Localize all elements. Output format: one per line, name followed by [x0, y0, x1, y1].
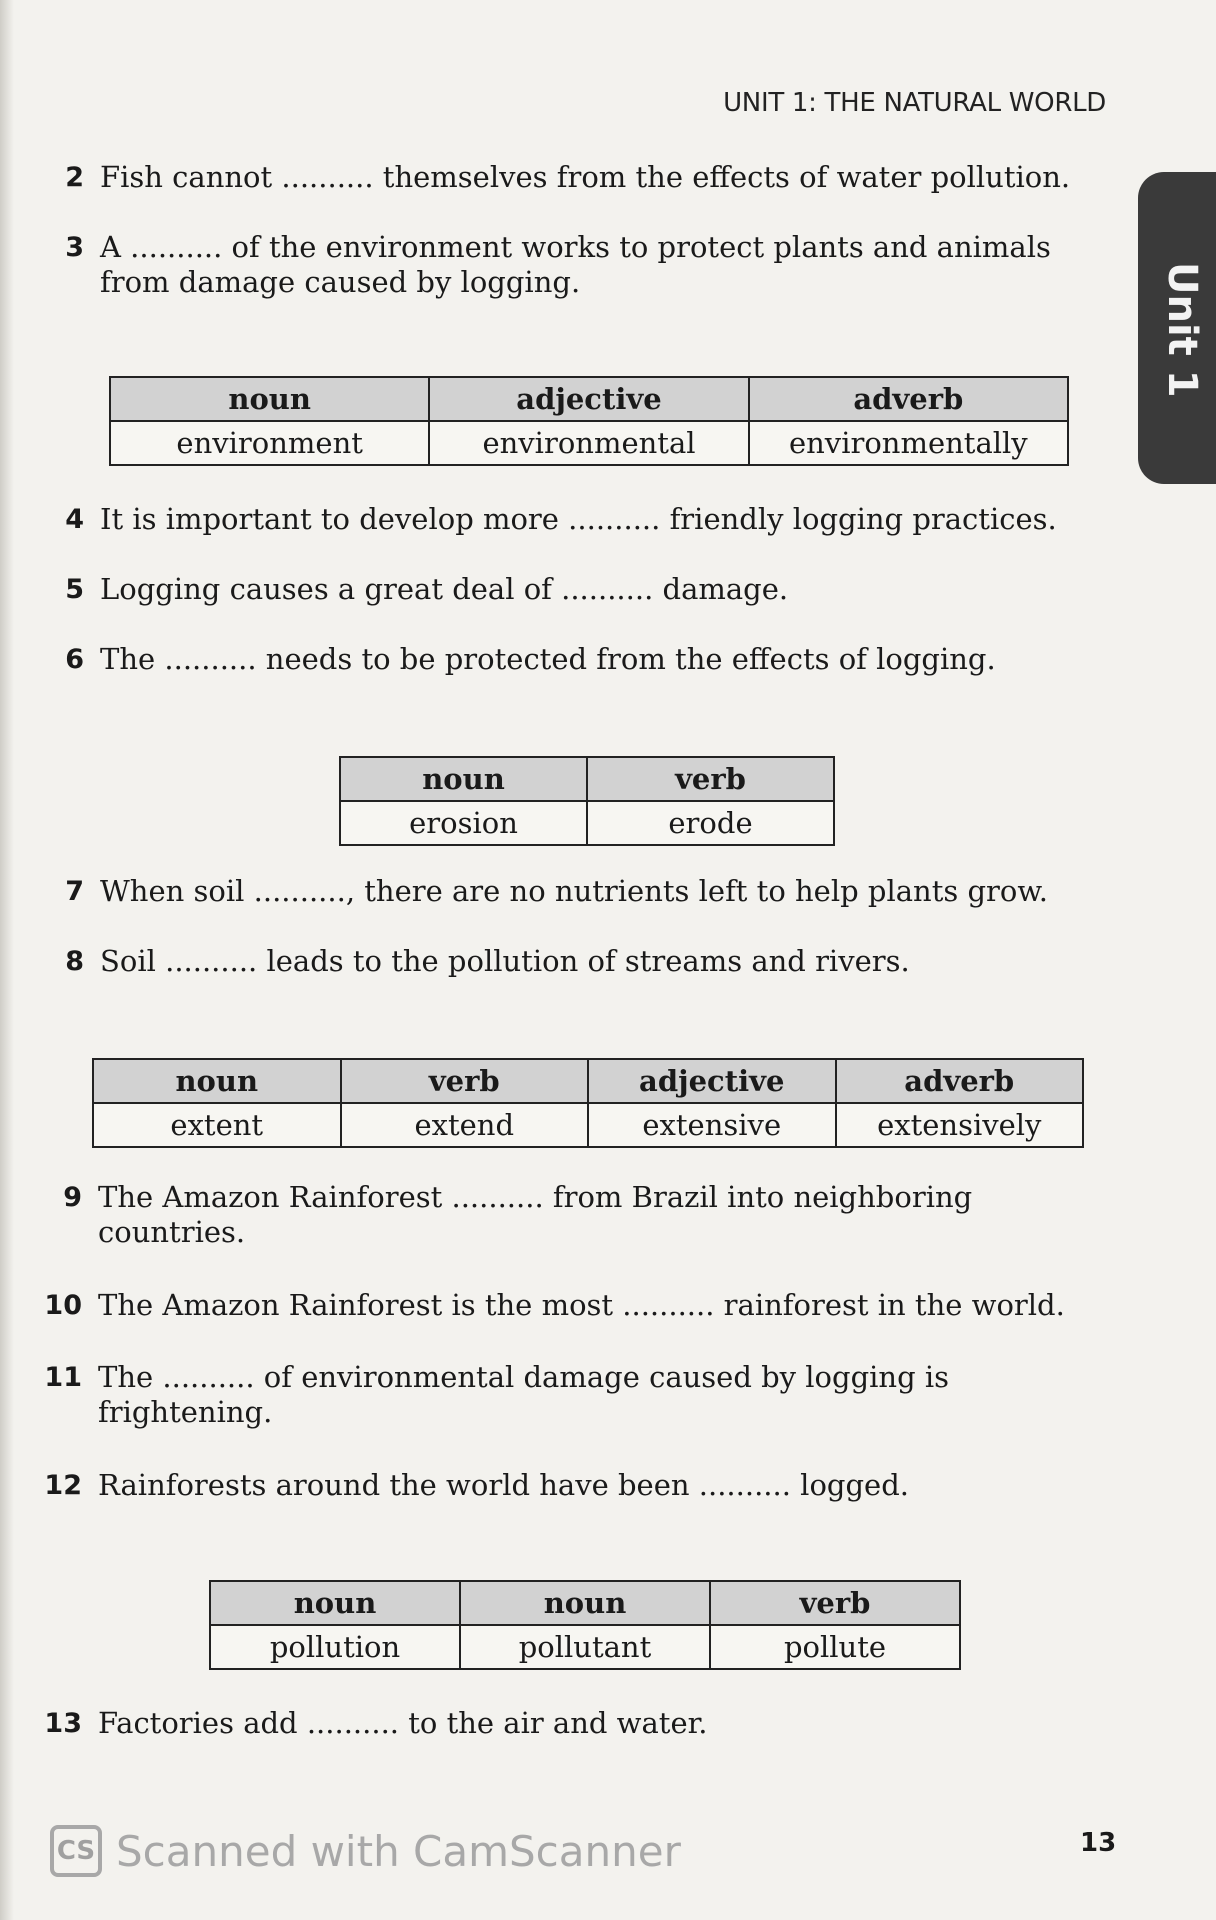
- unit-header: UNIT 1: THE NATURAL WORLD: [723, 88, 1106, 118]
- question-number: 12: [44, 1470, 82, 1501]
- table-cell: extend: [341, 1103, 589, 1147]
- table-cell: pollution: [210, 1625, 460, 1669]
- table-cell: pollute: [710, 1625, 960, 1669]
- table-header: noun: [93, 1059, 341, 1103]
- table-cell: extent: [93, 1103, 341, 1147]
- page-number: 13: [1080, 1828, 1117, 1858]
- table-cell: environment: [110, 421, 429, 465]
- word-form-table-erosion: [339, 756, 835, 846]
- question-text: The .......... needs to be protected from the effects of logging.: [100, 642, 996, 676]
- question-number: 11: [44, 1362, 82, 1393]
- question-number: 3: [65, 232, 84, 263]
- question-text: Logging causes a great deal of .......... damage.: [100, 572, 789, 606]
- table-cell: environmental: [429, 421, 748, 465]
- table-cell: extensively: [836, 1103, 1084, 1147]
- question-number: 6: [65, 644, 84, 675]
- table-cell: environmentally: [749, 421, 1068, 465]
- camscanner-watermark: [50, 1823, 681, 1879]
- page-edge-shadow: [0, 0, 14, 1920]
- table-header: adjective: [429, 377, 748, 421]
- question-text: Soil .......... leads to the pollution of streams and rivers.: [100, 944, 910, 978]
- question-number: 4: [65, 504, 84, 535]
- question-text: The Amazon Rainforest .......... from Brazil into neighboring countries.: [98, 1180, 973, 1249]
- table-header: noun: [210, 1581, 460, 1625]
- table-cell: extensive: [588, 1103, 836, 1147]
- word-form-table-environment: [109, 376, 1069, 466]
- table-cell: erosion: [340, 801, 587, 845]
- question-number: 5: [65, 574, 84, 605]
- question-number: 10: [44, 1290, 82, 1321]
- camscanner-logo-icon: CS: [50, 1825, 102, 1877]
- table-header: verb: [710, 1581, 960, 1625]
- question-text: When soil .........., there are no nutrients left to help plants grow.: [100, 874, 1048, 908]
- word-form-table-pollution: [209, 1580, 961, 1670]
- table-header: adverb: [836, 1059, 1084, 1103]
- word-form-table-extent: [92, 1058, 1084, 1148]
- table-header: adjective: [588, 1059, 836, 1103]
- unit-side-tab-label: Unit 1: [1159, 262, 1205, 398]
- question-text: Fish cannot .......... themselves from the effects of water pollution.: [100, 160, 1071, 194]
- table-header: noun: [340, 757, 587, 801]
- table-header: adverb: [749, 377, 1068, 421]
- table-cell: erode: [587, 801, 834, 845]
- question-text: The Amazon Rainforest is the most .......... rainforest in the world.: [98, 1288, 1065, 1322]
- question-text: Factories add .......... to the air and water.: [98, 1706, 708, 1740]
- question-number: 2: [65, 162, 84, 193]
- question-number: 13: [44, 1708, 82, 1739]
- table-header: verb: [587, 757, 834, 801]
- question-text: It is important to develop more .......... friendly logging practices.: [100, 502, 1057, 536]
- question-number: 7: [65, 876, 84, 907]
- question-number: 8: [65, 946, 84, 977]
- question-text: The .......... of environmental damage caused by logging is frightening.: [98, 1360, 950, 1429]
- question-number: 9: [63, 1182, 82, 1213]
- table-header: noun: [110, 377, 429, 421]
- camscanner-watermark-text: Scanned with CamScanner: [116, 1826, 681, 1876]
- table-header: verb: [341, 1059, 589, 1103]
- question-text: Rainforests around the world have been .......... logged.: [98, 1468, 909, 1502]
- question-text: A .......... of the environment works to protect plants and animals from damage caused by logging.: [100, 230, 1051, 299]
- table-cell: pollutant: [460, 1625, 710, 1669]
- table-header: noun: [460, 1581, 710, 1625]
